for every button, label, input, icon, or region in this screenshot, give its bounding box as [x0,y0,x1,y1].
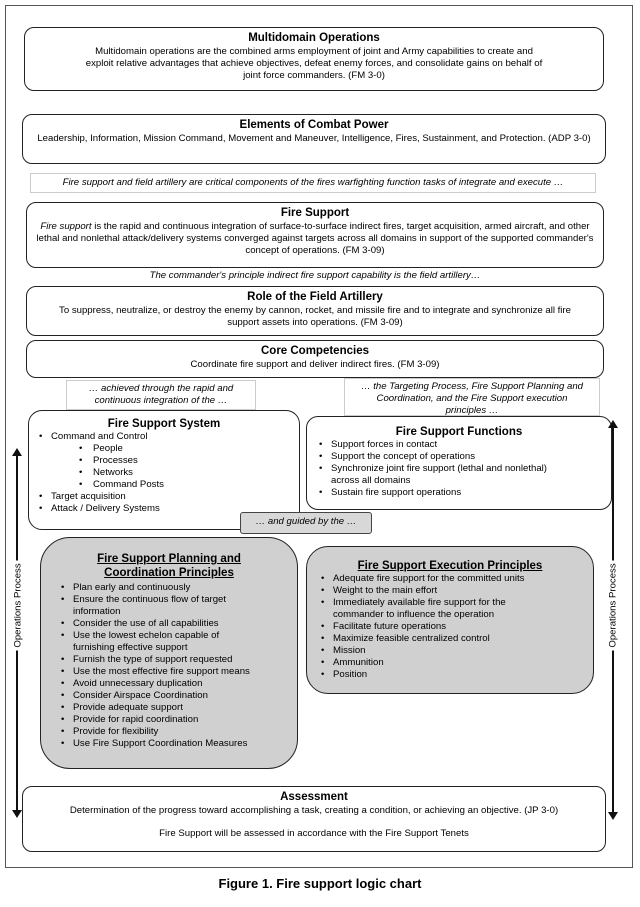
note-achieved: … achieved through the rapid and continuous integration of the … [66,380,256,410]
elements-box [22,114,606,164]
list-item: • Target acquisition [35,491,293,503]
assessment-tenets: Fire Support will be assessed in accordance with the Fire Support Tenets [159,828,469,839]
list-item: • Avoid unnecessary duplication [57,678,259,690]
core-text: Coordinate fire support and deliver indirect fires. (FM 3-09) [190,359,440,370]
list-item: • Position [317,669,543,681]
multidomain-box [24,27,604,91]
list-item: • Ensure the continuous flow of target information [57,594,259,618]
multidomain-title: Multidomain Operations [248,32,380,44]
role-box [26,286,604,336]
fire-support-definition [35,221,595,257]
planning-principles-box [40,537,298,769]
assessment-title: Assessment [280,791,348,803]
fire-support-title: Fire Support [280,207,350,219]
planning-list [51,582,287,750]
core-box [26,340,604,378]
fs-functions-box [306,416,612,510]
list-item: • Adequate fire support for the committed units [317,573,543,585]
list-item: • Support the concept of operations [315,451,563,463]
list-item: • Maximize feasible centralized control [317,633,543,645]
fs-system-list [35,431,293,515]
multidomain-text: Multidomain operations are the combined arms employment of joint and Army capabilities to create and exploit relative advantages that achieve objectives, defeat enemy forces, and consolidate gains on behalf of joint force commanders. (FM 3-0) [85,46,543,81]
execution-list [317,573,583,681]
assessment-box [22,786,606,852]
fire-support-term: Fire support [40,221,92,232]
figure-caption: Figure 1. Fire support logic chart [218,876,422,891]
list-item: • Mission [317,645,543,657]
list-item: • Furnish the type of support requested [57,654,259,666]
role-text: To suppress, neutralize, or destroy the enemy by cannon, rocket, and missile fire and to integrate and synchronize all fire support assets into operations. (FM 3-09) [59,305,571,328]
list-item: • Immediately available fire support for the commander to influence the operation [317,597,543,621]
arrow-up-icon [12,448,22,456]
list-item: • Provide for flexibility [57,726,259,738]
assessment-definition: Determination of the progress toward accomplishing a task, creating a condition, or achieving an objective. (JP 3-0) [69,805,559,816]
execution-principles-box [306,546,594,694]
list-item: • Consider Airspace Coordination [57,690,259,702]
fs-functions-list [315,439,603,499]
note-fires-warfighting: Fire support and field artillery are critical components of the fires warfighting function tasks of integrate and execute … [30,173,596,193]
list-item: • Use the lowest echelon capable of furnishing effective support [57,630,259,654]
list-item: • Use Fire Support Coordination Measures [57,738,259,750]
list-item: • Attack / Delivery Systems [35,503,293,515]
guided-label: … and guided by the … [240,512,372,534]
list-item: • Use the most effective fire support means [57,666,259,678]
execution-title: Fire Support Execution Principles [357,560,543,572]
arrow-up-icon [608,420,618,428]
list-item: • Sustain fire support operations [315,487,563,499]
list-item: • Provide adequate support [57,702,259,714]
arrow-down-icon [608,812,618,820]
arrow-down-icon [12,810,22,818]
note-field-artillery: The commander's principle indirect fire support capability is the field artillery… [60,270,570,282]
list-item: • Facilitate future operations [317,621,543,633]
fs-system-title: Fire Support System [107,418,221,430]
list-item: • Plan early and continuously [57,582,259,594]
list-item: • Support forces in contact [315,439,563,451]
planning-title: Fire Support Planning and Coordination Principles [97,553,241,579]
elements-text: Leadership, Information, Mission Command, Movement and Maneuver, Intelligence, Fires, Sustainment, and Protection. (ADP 3-0) [37,133,591,144]
list-item: • Synchronize joint fire support (lethal and nonlethal) across all domains [315,463,563,487]
list-item: • Ammunition [317,657,543,669]
operations-process-label-right: Operations Process [606,561,621,651]
core-title: Core Competencies [260,345,369,357]
list-item: • Command and Control [35,431,293,443]
list-item: • Command Posts [35,479,293,491]
list-item: • Weight to the main effort [317,585,543,597]
fire-support-text: is the rapid and continuous integration of surface-to-surface indirect fires, target acquisition, armed aircraft, and other lethal and nonlethal attack/delivery systems converged against targets across all domains in support of the supported commander's concept of operations. (FM 3-09) [36,221,594,256]
fs-functions-title: Fire Support Functions [395,426,523,438]
note-targeting: … the Targeting Process, Fire Support Planning and Coordination, and the Fire Support execution principles … [344,378,600,416]
list-item: • People [35,443,293,455]
list-item: • Networks [35,467,293,479]
list-item: • Provide for rapid coordination [57,714,259,726]
operations-process-label-left: Operations Process [11,561,26,651]
list-item: • Consider the use of all capabilities [57,618,259,630]
role-title: Role of the Field Artillery [247,291,383,303]
fire-support-box [26,202,604,268]
elements-title: Elements of Combat Power [239,119,389,131]
list-item: • Processes [35,455,293,467]
